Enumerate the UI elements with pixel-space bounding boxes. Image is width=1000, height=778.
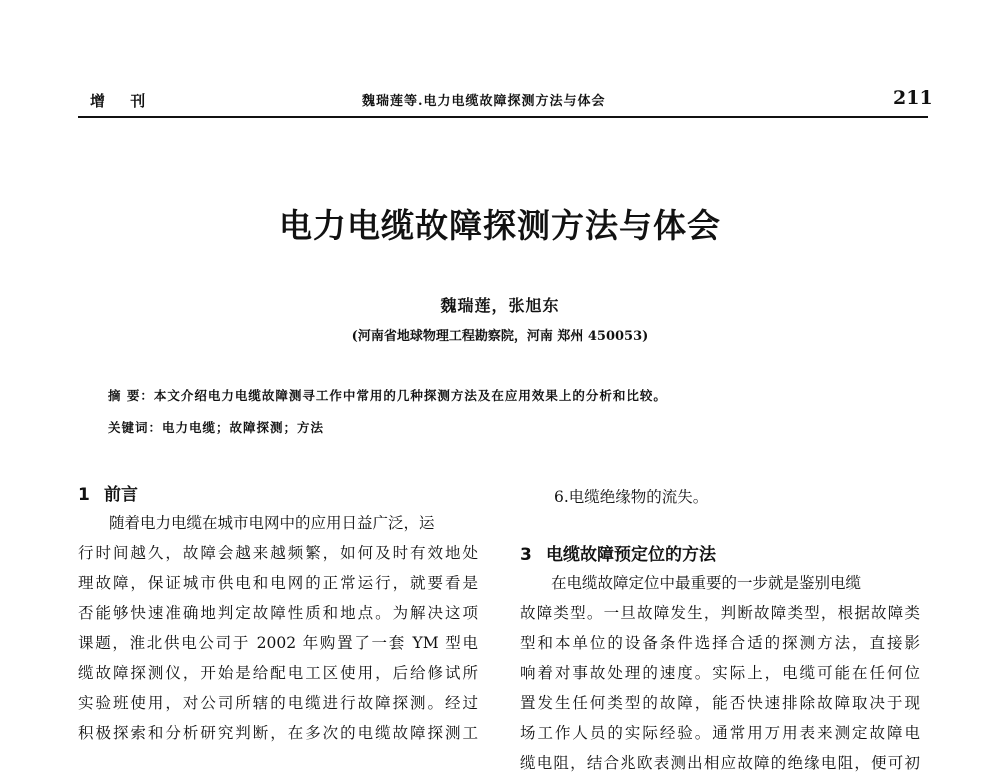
section-heading-3 [520, 542, 920, 568]
abstract-label: 摘 要： [108, 388, 154, 403]
section-title: 前言 [104, 485, 138, 505]
paragraph-line: 随着电力电缆在城市电网中的应用日益广泛，运 [109, 514, 435, 532]
section-title: 电缆故障预定位的方法 [546, 545, 716, 565]
paragraph-line: 课题，淮北供电公司于 2002 年购置了一套 YM 型电 [78, 634, 478, 652]
paragraph-line: 积极探索和分析研究判断，在多次的电缆故障探测工 [78, 724, 478, 742]
paper-authors: 魏瑞莲，张旭东 [440, 296, 560, 315]
running-header-left: 增 刊 [90, 92, 156, 110]
keywords-text: 电力电缆；故障探测；方法 [162, 420, 325, 435]
header-rule [78, 116, 928, 118]
keywords-label: 关键词： [108, 420, 163, 435]
paragraph-line: 缆故障探测仪，开始是给配电工区使用，后给修试所 [78, 664, 478, 682]
paragraph-line: 行时间越久，故障会越来越频繁，如何及时有效地处 [78, 544, 478, 562]
paragraph-line: 响着对事故处理的速度。实际上，电缆可能在任何位 [520, 664, 920, 682]
paragraph-line: 否能够快速准确地判定故障性质和地点。为解决这项 [78, 604, 478, 622]
paragraph-line: 理故障，保证城市供电和电网的正常运行，就要看是 [78, 574, 478, 592]
section-number: 3 [520, 545, 532, 565]
paper-title: 电力电缆故障探测方法与体会 [279, 206, 721, 245]
paragraph-line: 实验班使用，对公司所辖的电缆进行故障探测。经过 [78, 694, 478, 712]
spacer [520, 512, 920, 542]
paragraph-line: 在电缆故障定位中最重要的一步就是鉴别电缆 [551, 574, 862, 592]
section-heading-1 [78, 482, 478, 508]
paragraph-line: 故障类型。一旦故障发生，判断故障类型，根据故障类 [520, 604, 920, 622]
paragraph-line: 场工作人员的实际经验。通常用万用表来测定故障电 [520, 724, 920, 742]
section-number: 1 [78, 485, 90, 505]
paper-affiliation: (河南省地球物理工程勘察院，河南 郑州 450053) [351, 329, 649, 344]
paragraph-line: 置发生任何类型的故障，能否快速排除故障取决于现 [520, 694, 920, 712]
left-column [78, 482, 478, 748]
page-number: 211 [893, 87, 933, 109]
paragraph-line: 型和本单位的设备条件选择合适的探测方法，直接影 [520, 634, 920, 652]
right-column [520, 482, 920, 778]
list-item: 6.电缆绝缘物的流失。 [554, 488, 709, 506]
keywords [108, 418, 324, 436]
abstract [108, 386, 667, 404]
paragraph-line: 缆电阻，结合兆欧表测出相应故障的绝缘电阻，便可初 [520, 754, 920, 772]
running-header-center: 魏瑞莲等.电力电缆故障探测方法与体会 [362, 94, 606, 109]
abstract-text: 本文介绍电力电缆故障测寻工作中常用的几种探测方法及在应用效果上的分析和比较。 [153, 388, 667, 403]
